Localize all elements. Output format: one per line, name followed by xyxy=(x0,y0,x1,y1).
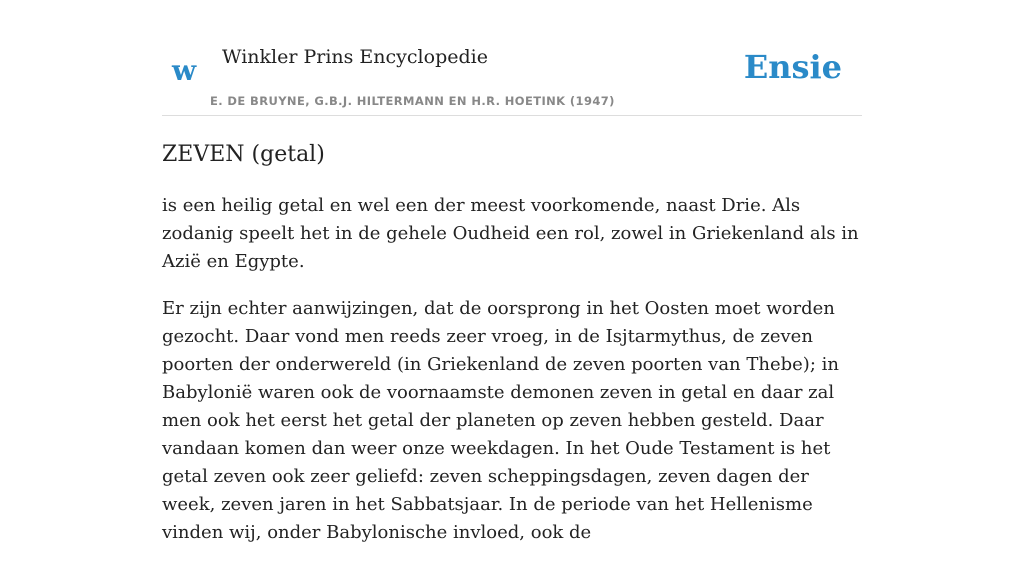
authors-line: E. DE BRUYNE, G.B.J. HILTERMANN EN H.R. HOETINK (1947) xyxy=(210,94,615,108)
site-title: Winkler Prins Encyclopedie xyxy=(222,46,488,68)
logo-link[interactable]: w xyxy=(172,54,197,87)
brand-logo-link[interactable]: Ensie xyxy=(743,48,842,86)
page-header xyxy=(162,40,862,116)
article-paragraph: Er zijn echter aanwijzingen, dat de oorsprong in het Oosten moet worden gezocht. Daar vond men reeds zeer vroeg, in de Isjtarmythus, de zeven poorten der onderwereld (in Griekenland de zeven poorten van Thebe); in Babylonië waren ook de voornaamste demonen zeven in getal en daar zal men ook het eerst het getal der planeten op zeven hebben gesteld. Daar vandaan komen dan weer onze weekdagen. In het Oude Testament is het getal zeven ook zeer geliefd: zeven scheppingsdagen, zeven dagen der week, zeven jaren in het Sabbatsjaar. In de periode van het Hellenisme vinden wij, onder Babylonische invloed, ook de xyxy=(162,298,839,543)
article-title: ZEVEN (getal) xyxy=(162,142,325,167)
article-paragraph: is een heilig getal en wel een der meest voorkomende, naast Drie. Als zodanig speelt het in de gehele Oudheid een rol, zowel in Griekenland als in Azië en Egypte. xyxy=(162,195,859,272)
article xyxy=(162,138,862,566)
